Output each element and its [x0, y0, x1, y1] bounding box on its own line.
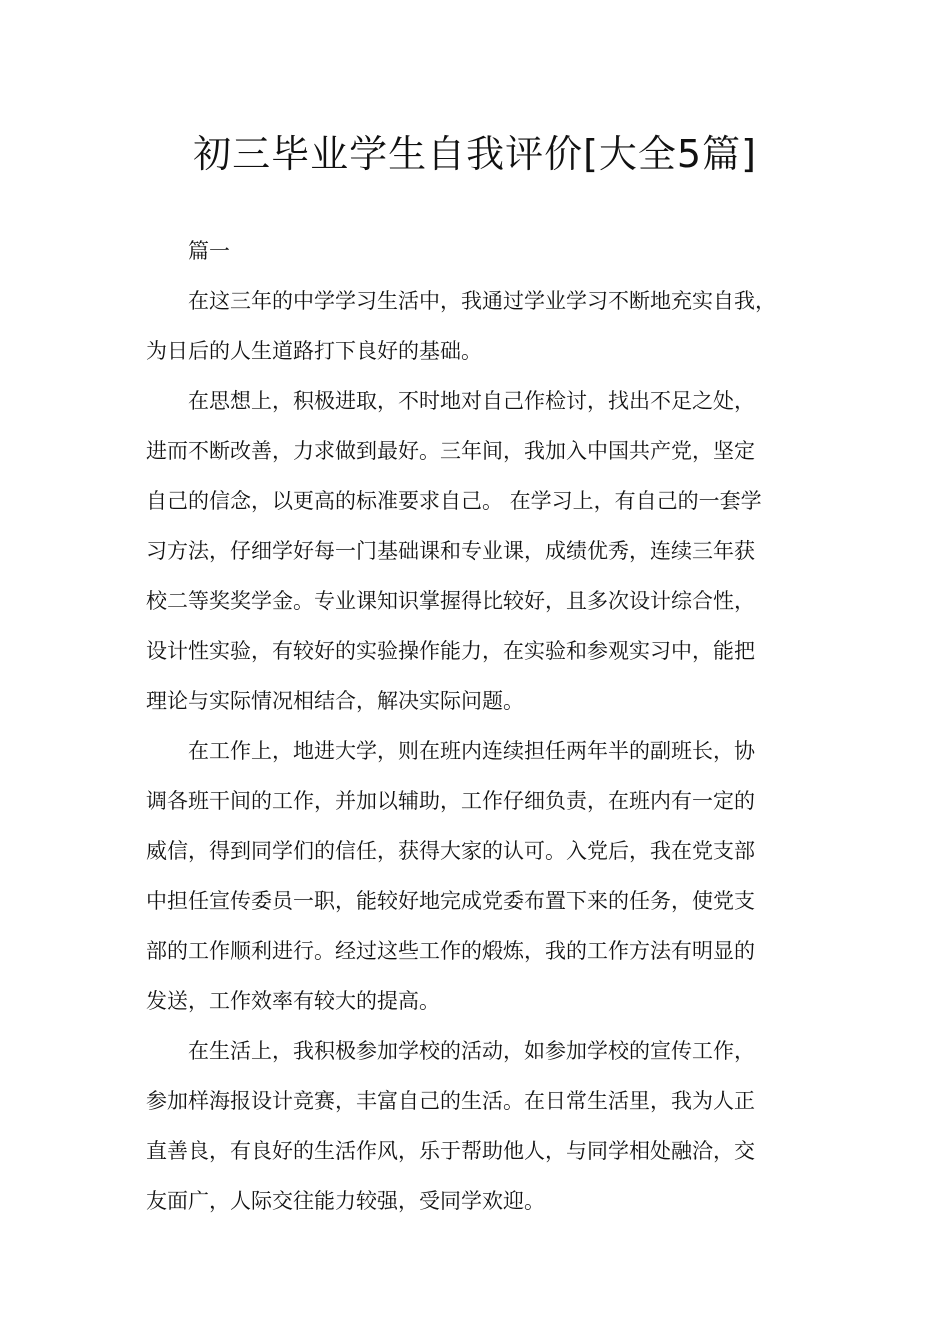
paragraph-line: 在工作上，地进大学，则在班内连续担任两年半的副班长，协 [188, 739, 755, 763]
paragraph-line: 中担任宣传委员一职，能较好地完成党委布置下来的任务，使党支 [146, 889, 755, 913]
paragraph-line: 在思想上，积极进取，不时地对自己作检讨，找出不足之处， [188, 389, 755, 413]
document-title: 初三毕业学生自我评价[大全5篇] [193, 132, 757, 176]
paragraph-line: 参加样海报设计竞赛，丰富自己的生活。在日常生活里，我为人正 [146, 1089, 755, 1113]
paragraph-line: 部的工作顺利进行。经过这些工作的煅炼，我的工作方法有明显的 [146, 939, 755, 963]
paragraph-line: 习方法，仔细学好每一门基础课和专业课，成绩优秀，连续三年获 [146, 539, 755, 563]
paragraph-line: 在生活上，我积极参加学校的活动，如参加学校的宣传工作， [188, 1039, 755, 1063]
paragraph-line: 在这三年的中学学习生活中，我通过学业学习不断地充实自我， [188, 289, 776, 313]
paragraph-line: 理论与实际情况相结合，解决实际问题。 [146, 689, 524, 713]
paragraph-line: 进而不断改善，力求做到最好。三年间，我加入中国共产党，坚定 [146, 439, 755, 463]
paragraph-line: 调各班干间的工作，并加以辅助，工作仔细负责，在班内有一定的 [146, 789, 755, 813]
section-label: 篇一 [188, 239, 230, 263]
paragraph-line: 校二等奖奖学金。专业课知识掌握得比较好，且多次设计综合性， [146, 589, 755, 613]
paragraph-line: 发送，工作效率有较大的提高。 [146, 989, 440, 1013]
paragraph-line: 设计性实验，有较好的实验操作能力，在实验和参观实习中，能把 [146, 639, 755, 663]
paragraph-line: 为日后的人生道路打下良好的基础。 [146, 339, 482, 363]
paragraph-line: 自己的信念，以更高的标准要求自己。 在学习上，有自己的一套学 [146, 489, 762, 513]
paragraph-line: 直善良，有良好的生活作风，乐于帮助他人，与同学相处融洽，交 [146, 1139, 755, 1163]
paragraph-line: 友面广，人际交往能力较强，受同学欢迎。 [146, 1189, 545, 1213]
paragraph-line: 威信，得到同学们的信任，获得大家的认可。入党后，我在党支部 [146, 839, 755, 863]
